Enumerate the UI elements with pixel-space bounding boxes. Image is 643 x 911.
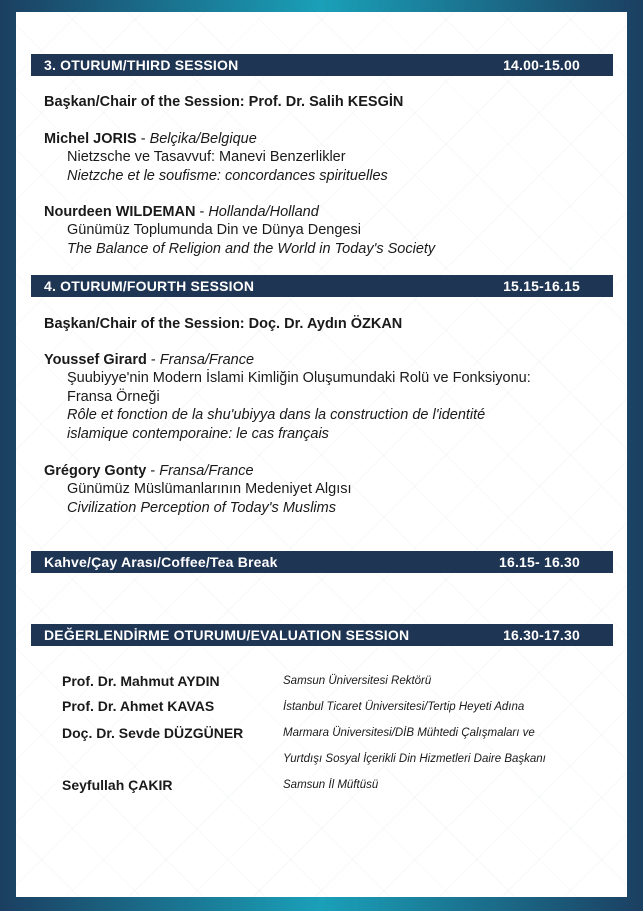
- separator: -: [146, 463, 160, 479]
- separator: -: [195, 204, 209, 220]
- talk-title: Günümüz Müslümanlarının Medeniyet Algısı: [67, 481, 352, 497]
- talk-title: Günümüz Toplumunda Din ve Dünya Dengesi: [67, 222, 361, 238]
- talk-title-cont: Fransa Örneği: [67, 389, 160, 405]
- session-chair: Başkan/Chair of the Session: Prof. Dr. Salih KESGİN: [44, 94, 404, 110]
- speaker-name: Nourdeen WILDEMAN: [44, 204, 196, 220]
- session-title: 4. OTURUM/FOURTH SESSION: [44, 278, 255, 294]
- panelist-name: Prof. Dr. Mahmut AYDIN: [62, 673, 220, 689]
- speaker-name: Michel JORIS: [44, 131, 137, 147]
- panelist-role: Samsun Üniversitesi Rektörü: [283, 675, 432, 687]
- break-title: Kahve/Çay Arası/Coffee/Tea Break: [44, 554, 278, 570]
- program-page: [16, 12, 627, 897]
- break-time: 16.15- 16.30: [498, 554, 580, 570]
- session-chair: Başkan/Chair of the Session: Doç. Dr. Aydın ÖZKAN: [44, 316, 403, 332]
- speaker-country: Fransa/France: [159, 352, 255, 368]
- talk-title-translation: The Balance of Religion and the World in Today's Society: [67, 241, 436, 257]
- evaluation-title: DEĞERLENDİRME OTURUMU/EVALUATION SESSION: [44, 627, 410, 643]
- speaker-name: Grégory Gonty: [44, 463, 147, 479]
- speaker-country: Belçika/Belgique: [149, 131, 257, 147]
- speaker-heading: [44, 130, 257, 148]
- evaluation-header: [31, 624, 613, 646]
- session-time: 15.15-16.15: [503, 278, 580, 294]
- panelist-name: Doç. Dr. Sevde DÜZGÜNER: [62, 725, 244, 741]
- talk-title-translation: Rôle et fonction de la shu'ubiyya dans la construction de l'identité: [67, 407, 486, 423]
- session-time: 14.00-15.00: [503, 57, 580, 73]
- session-title: 3. OTURUM/THIRD SESSION: [44, 57, 239, 73]
- speaker-heading: [44, 462, 254, 480]
- speaker-name: Youssef Girard: [44, 352, 147, 368]
- panelist-role-cont: Yurtdışı Sosyal İçerikli Din Hizmetleri Daire Başkanı: [283, 753, 546, 765]
- separator: -: [146, 352, 160, 368]
- speaker-heading: [44, 351, 254, 369]
- session-3-header: [31, 54, 613, 76]
- talk-title: Şuubiyye'nin Modern İslami Kimliğin Oluşumundaki Rolü ve Fonksiyonu:: [67, 370, 531, 386]
- talk-title-translation: Civilization Perception of Today's Muslims: [67, 500, 336, 516]
- separator: -: [136, 131, 150, 147]
- speaker-country: Fransa/France: [159, 463, 254, 479]
- panelist-name: Seyfullah ÇAKIR: [62, 777, 173, 793]
- speaker-heading: [44, 203, 319, 221]
- panelist-role: Marmara Üniversitesi/DİB Mühtedi Çalışmaları ve: [283, 727, 535, 739]
- evaluation-time: 16.30-17.30: [503, 627, 580, 643]
- panelist-name: Prof. Dr. Ahmet KAVAS: [62, 698, 215, 714]
- talk-title: Nietzsche ve Tasavvuf: Manevi Benzerlikler: [67, 149, 346, 165]
- panelist-role: Samsun İl Müftüsü: [283, 779, 379, 791]
- talk-title-translation-cont: islamique contemporaine: le cas français: [67, 426, 329, 442]
- break-header: [31, 551, 613, 573]
- talk-title-translation: Nietzche et le soufisme: concordances spirituelles: [67, 168, 388, 184]
- session-4-header: [31, 275, 613, 297]
- speaker-country: Hollanda/Holland: [208, 204, 319, 220]
- panelist-role: İstanbul Ticaret Üniversitesi/Tertip Heyeti Adına: [283, 701, 525, 713]
